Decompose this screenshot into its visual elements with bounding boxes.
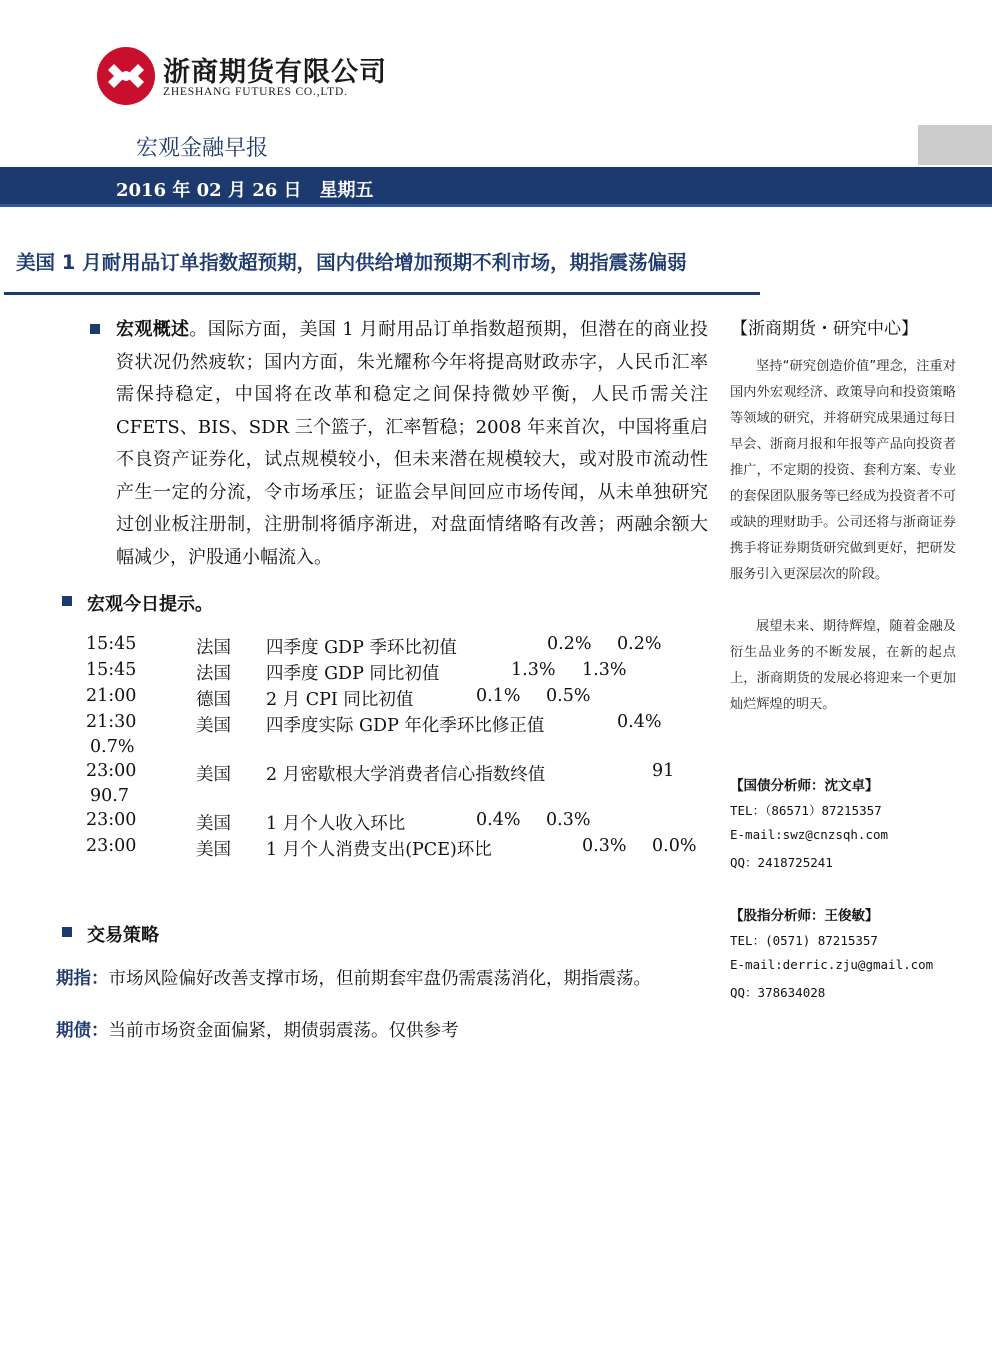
event-country: 美国 (196, 765, 231, 785)
event-previous: 0.4% (476, 810, 521, 830)
event-country: 美国 (196, 840, 231, 860)
bonds-text: 当前市场资金面偏紧，期债弱震荡。仅供参考 (108, 1021, 459, 1041)
event-country: 法国 (196, 638, 231, 658)
strategy-heading: 交易策略 (87, 925, 159, 946)
company-name-en: ZHESHANG FUTURES CO.,LTD. (163, 86, 348, 98)
research-center-intro: 坚持“研究创造价值”理念，注重对国内外宏观经济、政策导向和投资策略等领域的研究，并将研究成果通过每日早会、浙商月报和年报等产品向投资者推广，不定期的投资、套利方案、专业的套保团队服务等已经成为投资者不可或缺的理财助手。公司还将与浙商证券携手将证券期货研究做到更好，把研发服务引入更深层次的阶段。 (730, 359, 956, 582)
event-name: 四季度实际 GDP 年化季环比修正值 (266, 716, 545, 736)
overview-text: 。国际方面，美国 1 月耐用品订单指数超预期，但潜在的商业投资状况仍然疲软；国内方面，朱光耀称今年将提高财政赤字，人民币汇率需保持稳定，中国将在改革和稳定之间保持微妙平衡，人民币需关注 CFETS、BIS、SDR 三个篮子，汇率暂稳；2008 年来首次，中国将重启不良资产证券化，试点规模较小，但未来潜在规模较大，或对股市流动性产生一定的分流，令市场承压；证监会早间回应市场传闻，从未单独研究过创业板注册制，注册制将循序渐进，对盘面情绪略有改善；两融余额大幅减少，沪股通小幅流入。 (116, 319, 708, 568)
analyst-email[interactable]: E-mail:derric.zju@gmail.com (730, 957, 934, 972)
research-center-title: 【浙商期货・研究中心】 (731, 319, 918, 339)
event-previous: 0.2% (547, 634, 592, 654)
event-name: 四季度 GDP 季环比初值 (266, 638, 457, 658)
event-name: 四季度 GDP 同比初值 (266, 664, 440, 684)
event-time: 23:00 (86, 761, 137, 781)
company-name-cn: 浙商期货有限公司 (163, 57, 387, 88)
decorative-block (918, 125, 992, 165)
overview-label: 宏观概述 (116, 319, 190, 340)
event-name: 2 月密歇根大学消费者信心指数终值 (266, 765, 546, 785)
event-country: 美国 (196, 716, 231, 736)
event-previous: 0.1% (476, 686, 521, 706)
analyst-name: 【股指分析师：王俊敏】 (730, 908, 879, 924)
event-name: 2 月 CPI 同比初值 (266, 690, 414, 710)
event-country: 德国 (196, 690, 231, 710)
event-time: 23:00 (86, 836, 137, 856)
report-date: 2016 年 02 月 26 日 星期五 (116, 180, 374, 201)
bonds-label: 期债： (56, 1021, 109, 1041)
event-previous: 91 (652, 761, 675, 781)
event-time: 15:45 (86, 634, 137, 654)
bullet-icon (62, 927, 72, 937)
calendar-heading: 宏观今日提示。 (87, 594, 213, 615)
analyst-tel: TEL：(0571) 87215357 (730, 933, 878, 948)
event-country: 美国 (196, 814, 231, 834)
event-time: 15:45 (86, 660, 137, 680)
company-logo-icon (96, 46, 156, 106)
strategy-futures (56, 966, 708, 992)
futures-text: 市场风险偏好改善支撑市场，但前期套牢盘仍需震荡消化，期指震荡。 (108, 969, 651, 989)
analyst-email[interactable]: E-mail:swz@cnzsqh.com (730, 827, 889, 842)
futures-label: 期指： (56, 969, 109, 989)
event-previous: 0.3% (582, 836, 627, 856)
event-forecast: 0.5% (546, 686, 591, 706)
event-time: 21:30 (86, 712, 137, 732)
event-forecast: 1.3% (582, 660, 627, 680)
event-forecast: 0.7% (90, 737, 135, 757)
bullet-icon (62, 596, 72, 606)
analyst-qq: QQ：2418725241 (730, 855, 833, 870)
bullet-icon (90, 324, 100, 334)
analyst-name: 【国债分析师：沈文卓】 (730, 778, 879, 794)
headline-divider (4, 292, 760, 295)
macro-overview (116, 314, 708, 574)
report-title: 宏观金融早报 (136, 136, 269, 161)
event-country: 法国 (196, 664, 231, 684)
event-previous: 0.4% (617, 712, 662, 732)
event-time: 21:00 (86, 686, 137, 706)
event-forecast: 0.2% (617, 634, 662, 654)
event-name: 1 月个人消费支出(PCE)环比 (266, 840, 492, 860)
research-center-outlook: 展望未来、期待辉煌，随着金融及衍生品业务的不断发展，在新的起点上，浙商期货的发展必将迎来一个更加灿烂辉煌的明天。 (730, 619, 956, 712)
event-previous: 1.3% (511, 660, 556, 680)
event-forecast: 0.0% (652, 836, 697, 856)
event-forecast: 0.3% (546, 810, 591, 830)
analyst-qq: QQ：378634028 (730, 985, 826, 1000)
headline: 美国 1 月耐用品订单指数超预期，国内供给增加预期不利市场，期指震荡偏弱 (16, 251, 687, 274)
analyst-tel: TEL：（86571）87215357 (730, 803, 882, 818)
event-name: 1 月个人收入环比 (266, 814, 406, 834)
event-forecast: 90.7 (90, 786, 129, 806)
event-time: 23:00 (86, 810, 137, 830)
strategy-bonds (56, 1018, 708, 1044)
